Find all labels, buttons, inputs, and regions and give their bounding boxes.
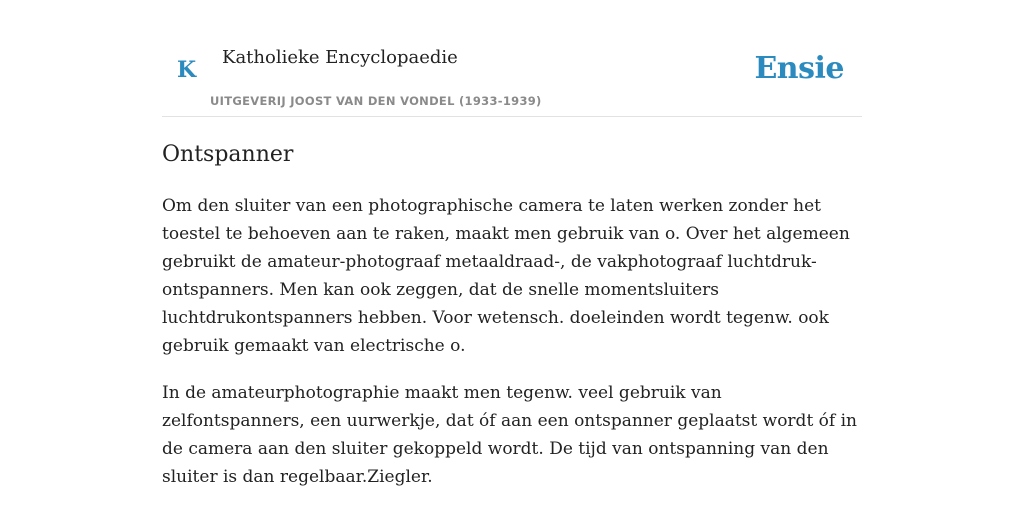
article-paragraph: Om den sluiter van een photographische camera te laten werken zonder het toestel te behoeven aan te raken, maakt men gebruik van o. Over het algemeen gebruikt de amateur-photograaf metaaldraad-, de vakphotograaf luchtdruk-ontspanners. Men kan ook zeggen, dat de snelle momentsluiters luchtdrukontspanners hebben. Voor wetensch. doeleinden wordt tegenw. ook gebruik gemaakt van electrische o. — [162, 196, 850, 356]
article — [162, 138, 862, 491]
header — [162, 0, 862, 117]
article-title: Ontspanner — [162, 142, 294, 167]
ensie-logo-link[interactable]: Ensie — [754, 51, 844, 86]
publisher-label: UITGEVERIJ JOOST VAN DEN VONDEL (1933-1939) — [210, 94, 542, 108]
book-title-link[interactable]: Katholieke Encyclopaedie — [222, 47, 458, 68]
encyclopedia-logo[interactable]: K — [177, 57, 197, 83]
article-paragraph: In de amateurphotographie maakt men tegenw. veel gebruik van zelfontspanners, een uurwerkje, dat óf aan een ontspanner geplaatst wordt óf in de camera aan den sluiter gekoppeld wordt. De tijd van ontspanning van den sluiter is dan regelbaar.Ziegler. — [162, 383, 857, 487]
